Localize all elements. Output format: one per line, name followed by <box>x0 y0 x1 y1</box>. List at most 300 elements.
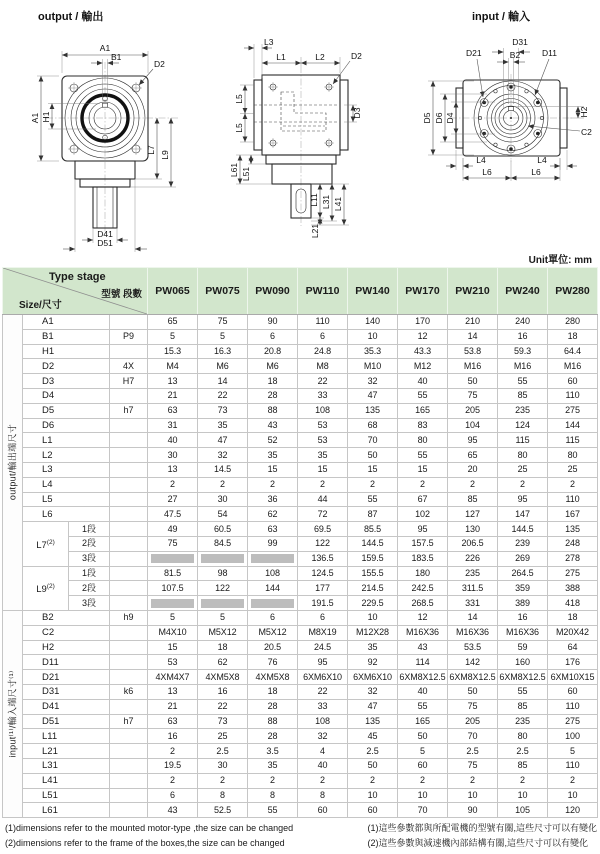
dim-value: 43.3 <box>398 344 448 359</box>
dim-value: 18 <box>548 610 598 625</box>
output-front-view-drawing <box>30 43 178 252</box>
dim-value: 55 <box>498 374 548 389</box>
dim-value: 53 <box>298 418 348 433</box>
dim-value: 4XM5X8 <box>248 670 298 685</box>
dim-value: 36 <box>248 492 298 507</box>
stage-label: 3段 <box>69 551 110 566</box>
dim-value: 53 <box>298 433 348 448</box>
dim-value: 5 <box>198 329 248 344</box>
dim-value: 14.5 <box>198 462 248 477</box>
dim-value: 62 <box>248 507 298 522</box>
dim-value: 2 <box>348 477 398 492</box>
dim-name: L3 <box>23 462 110 477</box>
unit-label: Unit單位: mm <box>528 255 592 266</box>
dim-name: H1 <box>23 344 110 359</box>
dim-value: 226 <box>448 551 498 566</box>
dim-value: 60 <box>398 758 448 773</box>
table-row <box>3 344 598 359</box>
tolerance-value <box>110 344 148 359</box>
dim-value: 15 <box>398 462 448 477</box>
tolerance-value <box>110 655 148 670</box>
dim-value: 2 <box>148 477 198 492</box>
footnote-en-2: (2)dimensions refer to the frame of the boxes,the size can be changed <box>5 838 285 848</box>
dim-value: 50 <box>448 374 498 389</box>
tolerance-value <box>110 758 148 773</box>
column-header-pw240: PW240 <box>498 268 548 315</box>
dim-name: L51 <box>23 788 110 803</box>
dim-value: 73 <box>198 714 248 729</box>
dim-value: 33 <box>298 388 348 403</box>
dim-label-b2: B2 <box>509 50 521 60</box>
tolerance-value <box>110 477 148 492</box>
dim-label-d5: D5 <box>422 112 432 124</box>
dim-value: 31 <box>148 418 198 433</box>
dim-label-h1: H1 <box>41 111 51 123</box>
dim-value: 2 <box>298 773 348 788</box>
tolerance-value: h9 <box>110 610 148 625</box>
dim-value: 95 <box>298 655 348 670</box>
dim-value: 10 <box>348 610 398 625</box>
dim-value: M8X19 <box>298 625 348 640</box>
dim-value: 21 <box>148 388 198 403</box>
dim-value: 180 <box>398 566 448 581</box>
dim-value: 28 <box>248 388 298 403</box>
dim-value: 59.3 <box>498 344 548 359</box>
dim-value: 160 <box>498 655 548 670</box>
dim-value: 177 <box>298 581 348 596</box>
dim-value: 110 <box>548 758 598 773</box>
dim-label-l21: L21 <box>310 223 320 239</box>
dim-value: 32 <box>298 729 348 744</box>
dim-value: 85 <box>498 758 548 773</box>
dim-label-l61: L61 <box>229 162 239 178</box>
dim-name: D6 <box>23 418 110 433</box>
dim-value: 55 <box>398 448 448 463</box>
dim-value: 6 <box>148 788 198 803</box>
dim-name: A1 <box>23 315 110 330</box>
dim-value: M5X12 <box>248 625 298 640</box>
dim-value: 6 <box>248 610 298 625</box>
dim-value: 60 <box>298 803 348 818</box>
table-row <box>3 625 598 640</box>
tolerance-value <box>110 507 148 522</box>
table-corner-cell <box>3 268 148 315</box>
tolerance-value <box>110 536 148 551</box>
stage-label: 2段 <box>69 581 110 596</box>
dim-value: 22 <box>198 388 248 403</box>
dimension-table <box>2 267 598 818</box>
dim-value: 6 <box>298 329 348 344</box>
dim-value: 15 <box>148 640 198 655</box>
dim-value: M20X42 <box>548 625 598 640</box>
dim-value: 95 <box>498 492 548 507</box>
tolerance-value <box>110 551 148 566</box>
dim-value: 278 <box>548 551 598 566</box>
dim-value: 19.5 <box>148 758 198 773</box>
dim-value: 55 <box>398 388 448 403</box>
dim-label-l7: L7 <box>146 145 156 155</box>
tolerance-value <box>110 492 148 507</box>
dim-value: 27 <box>148 492 198 507</box>
dim-value: 84.5 <box>198 536 248 551</box>
dim-value: 110 <box>548 492 598 507</box>
dim-value: 55 <box>248 803 298 818</box>
dim-value: 144 <box>548 418 598 433</box>
table-row <box>3 788 598 803</box>
dim-value: 90 <box>448 803 498 818</box>
dim-value: 144.5 <box>498 522 548 537</box>
dim-value: 20 <box>448 462 498 477</box>
dim-value: 4 <box>298 744 348 759</box>
dim-value: M16 <box>448 359 498 374</box>
dim-value: 80 <box>548 448 598 463</box>
dim-value: 110 <box>548 388 598 403</box>
dim-value: 80 <box>398 433 448 448</box>
table-row <box>3 729 598 744</box>
table-row <box>3 492 598 507</box>
table-header-row <box>3 268 598 315</box>
dim-value: 55 <box>498 684 548 699</box>
type-stage-label-cn: 型號 段數 <box>101 289 142 300</box>
dim-value: 40 <box>398 374 448 389</box>
dim-value: 275 <box>548 714 598 729</box>
dim-value: 35 <box>248 758 298 773</box>
dim-value: 10 <box>548 788 598 803</box>
dim-value: 35.3 <box>348 344 398 359</box>
dim-value: 67 <box>398 492 448 507</box>
dim-value: 191.5 <box>298 596 348 611</box>
tolerance-value <box>110 388 148 403</box>
dim-value: 32 <box>198 448 248 463</box>
dim-value: 90 <box>248 315 298 330</box>
dim-value: 3.5 <box>248 744 298 759</box>
dim-value: 108 <box>248 566 298 581</box>
table-row <box>3 551 598 566</box>
dim-value: M16X36 <box>398 625 448 640</box>
dim-value: 47 <box>348 388 398 403</box>
dim-value: 6XM8X12.5 <box>448 670 498 685</box>
column-header-pw075: PW075 <box>198 268 248 315</box>
dim-value: M16X36 <box>498 625 548 640</box>
dim-label-l5b: L5 <box>234 123 244 133</box>
dim-value: 21 <box>148 699 198 714</box>
dim-value: 70 <box>398 803 448 818</box>
dim-value: 122 <box>198 581 248 596</box>
dim-value: 165 <box>398 403 448 418</box>
footnote-en-1: (1)dimensions refer to the mounted motor-type ,the size can be changed <box>5 823 294 833</box>
dim-label-d21: D21 <box>466 48 482 58</box>
dim-label-l9: L9 <box>160 150 170 160</box>
dim-value: 2 <box>448 477 498 492</box>
dim-value: 16 <box>148 729 198 744</box>
dim-value: 25 <box>548 462 598 477</box>
dim-value: 70 <box>348 433 398 448</box>
table-row <box>3 773 598 788</box>
dim-value: 147 <box>498 507 548 522</box>
dim-value: 183.5 <box>398 551 448 566</box>
dim-value: 32 <box>348 374 398 389</box>
dim-value: 102 <box>398 507 448 522</box>
dim-value: 275 <box>548 403 598 418</box>
dim-name: D2 <box>23 359 110 374</box>
dim-value: M6 <box>248 359 298 374</box>
dim-value: M12 <box>398 359 448 374</box>
dim-value: 210 <box>448 315 498 330</box>
dim-value: 22 <box>298 684 348 699</box>
input-view-drawing <box>422 37 592 181</box>
dim-value: M10 <box>348 359 398 374</box>
table-row <box>3 714 598 729</box>
dim-value: 43 <box>248 418 298 433</box>
dim-value: 24.5 <box>298 640 348 655</box>
dim-value: 18 <box>248 684 298 699</box>
dim-value: 331 <box>448 596 498 611</box>
dim-value: 40 <box>148 433 198 448</box>
dim-value: 8 <box>198 788 248 803</box>
dim-value: 5 <box>148 610 198 625</box>
dim-value: 8 <box>248 788 298 803</box>
table-row <box>3 803 598 818</box>
dim-value: 155.5 <box>348 566 398 581</box>
dim-value: 6XM6X10 <box>348 670 398 685</box>
dim-value: 20.8 <box>248 344 298 359</box>
dim-value: 6XM10X15 <box>548 670 598 685</box>
column-header-pw090: PW090 <box>248 268 298 315</box>
dim-value: 15 <box>348 462 398 477</box>
table-row <box>3 403 598 418</box>
dim-label-d3: D3 <box>352 107 362 119</box>
not-available-cell <box>151 554 194 563</box>
dim-value: 80 <box>498 448 548 463</box>
dim-value: 47.5 <box>148 507 198 522</box>
dim-value: 176 <box>548 655 598 670</box>
dim-value: 47 <box>348 699 398 714</box>
dim-label-l4b: L4 <box>537 155 547 165</box>
table-row <box>3 329 598 344</box>
tolerance-value <box>110 433 148 448</box>
dim-value: 43 <box>148 803 198 818</box>
dim-value: 64.4 <box>548 344 598 359</box>
not-available-cell <box>251 554 294 563</box>
dim-value: 6XM8X12.5 <box>498 670 548 685</box>
dim-value: 62 <box>198 655 248 670</box>
dim-value: 2 <box>548 773 598 788</box>
dim-value <box>198 551 248 566</box>
footnote-cn-1: (1)這些參數都與所配電機的型號有關,這些尺寸可以有變化 <box>367 823 597 833</box>
dim-value: 53.5 <box>448 640 498 655</box>
dim-value: 99 <box>248 536 298 551</box>
dim-value: 205 <box>448 403 498 418</box>
dim-label-l3: L3 <box>264 37 274 47</box>
tolerance-value <box>110 744 148 759</box>
dim-label-l11: L11 <box>309 193 319 207</box>
dim-value: 268.5 <box>398 596 448 611</box>
dim-value: 70 <box>448 729 498 744</box>
dim-name: D31 <box>23 684 110 699</box>
dim-value: 14 <box>448 329 498 344</box>
dim-name: D41 <box>23 699 110 714</box>
dim-value <box>198 596 248 611</box>
tolerance-value <box>110 803 148 818</box>
dim-value: 418 <box>548 596 598 611</box>
dim-value: 35 <box>198 418 248 433</box>
dim-value: 13 <box>148 462 198 477</box>
table-row <box>3 507 598 522</box>
table-row <box>3 640 598 655</box>
tolerance-value <box>110 315 148 330</box>
dim-value: 242.5 <box>398 581 448 596</box>
dim-value: 10 <box>398 788 448 803</box>
size-label: Size/尺寸 <box>19 300 62 311</box>
dim-value: 95 <box>448 433 498 448</box>
dim-value <box>248 596 298 611</box>
dim-label-b1: B1 <box>111 52 122 62</box>
dim-label-l41: L41 <box>333 196 343 212</box>
table-row <box>3 758 598 773</box>
dim-value: 20.5 <box>248 640 298 655</box>
dim-value: 235 <box>498 714 548 729</box>
dim-value: M16 <box>498 359 548 374</box>
dim-value: 33 <box>298 699 348 714</box>
dim-value: 2 <box>298 477 348 492</box>
dim-value: 359 <box>498 581 548 596</box>
table-row <box>3 433 598 448</box>
dim-value: M6 <box>198 359 248 374</box>
dim-value: 248 <box>548 536 598 551</box>
dim-value: M16 <box>548 359 598 374</box>
dim-value: 120 <box>548 803 598 818</box>
tolerance-value <box>110 566 148 581</box>
dim-value: 60.5 <box>198 522 248 537</box>
dim-value: 144 <box>248 581 298 596</box>
dim-value: 5 <box>548 744 598 759</box>
stage-label: 1段 <box>69 566 110 581</box>
dim-value: 14 <box>198 374 248 389</box>
dim-value: 85.5 <box>348 522 398 537</box>
dim-value: 44 <box>298 492 348 507</box>
dim-value: 235 <box>498 403 548 418</box>
dim-name: C2 <box>23 625 110 640</box>
column-header-pw140: PW140 <box>348 268 398 315</box>
dim-label-l4a: L4 <box>476 155 486 165</box>
dim-value: 6 <box>248 329 298 344</box>
dim-value: 18 <box>248 374 298 389</box>
dim-value: 75 <box>448 699 498 714</box>
dim-label-h2: H2 <box>579 106 589 118</box>
tolerance-value: P9 <box>110 329 148 344</box>
dim-value: 16.3 <box>198 344 248 359</box>
dim-name: L31 <box>23 758 110 773</box>
dim-value: 214.5 <box>348 581 398 596</box>
dim-value: 55 <box>398 699 448 714</box>
table-row <box>3 610 598 625</box>
dim-value: 10 <box>348 788 398 803</box>
dim-label-d4: D4 <box>445 112 455 124</box>
dim-value: 122 <box>298 536 348 551</box>
dim-value: 124 <box>498 418 548 433</box>
dim-value: 10 <box>448 788 498 803</box>
dim-value: 2 <box>248 773 298 788</box>
dim-value: 16 <box>498 329 548 344</box>
dim-name: L6 <box>23 507 110 522</box>
dim-value: 5 <box>398 744 448 759</box>
table-row <box>3 670 598 685</box>
dim-name: B1 <box>23 329 110 344</box>
dim-value: 2 <box>248 477 298 492</box>
dim-value: M4 <box>148 359 198 374</box>
column-header-pw210: PW210 <box>448 268 498 315</box>
dim-value: 15 <box>248 462 298 477</box>
dim-value: 52.5 <box>198 803 248 818</box>
group-label-input: input⁽¹⁾/輸入端尺寸⁽¹⁾ <box>3 610 23 817</box>
dim-value: 165 <box>398 714 448 729</box>
stage-label: 1段 <box>69 522 110 537</box>
dim-value: 30 <box>198 492 248 507</box>
dim-value: 45 <box>348 729 398 744</box>
dim-value: 28 <box>248 699 298 714</box>
dim-value: 85 <box>498 699 548 714</box>
dim-name: L61 <box>23 803 110 818</box>
dim-value: 136.5 <box>298 551 348 566</box>
dim-name: B2 <box>23 610 110 625</box>
dim-value: 157.5 <box>398 536 448 551</box>
dim-value: 87 <box>348 507 398 522</box>
dim-value: 205 <box>448 714 498 729</box>
footnotes <box>5 821 597 851</box>
table-row <box>3 359 598 374</box>
dim-value: 135 <box>348 714 398 729</box>
not-available-cell <box>251 599 294 608</box>
dim-value: 69.5 <box>298 522 348 537</box>
dim-value: 389 <box>498 596 548 611</box>
tolerance-value <box>110 788 148 803</box>
dim-value: 2 <box>148 773 198 788</box>
dim-value: 12 <box>398 329 448 344</box>
dim-value: 13 <box>148 374 198 389</box>
dim-value: 55 <box>348 492 398 507</box>
dim-value: 275 <box>548 566 598 581</box>
dim-value: 10 <box>498 788 548 803</box>
dim-value: 35 <box>348 640 398 655</box>
table-body <box>3 315 598 818</box>
dim-value: 25 <box>498 462 548 477</box>
dim-value: 22 <box>298 374 348 389</box>
tolerance-value <box>110 462 148 477</box>
dim-value: 6XM8X12.5 <box>398 670 448 685</box>
dim-label-a1-top: A1 <box>99 43 111 53</box>
dim-name: L21 <box>23 744 110 759</box>
dim-value <box>148 596 198 611</box>
dim-value: 206.5 <box>448 536 498 551</box>
dim-name: L2 <box>23 448 110 463</box>
type-stage-label: Type stage <box>49 271 106 283</box>
dim-value: 85 <box>498 388 548 403</box>
dim-value: 52 <box>248 433 298 448</box>
dim-value: 115 <box>548 433 598 448</box>
dim-value: 10 <box>348 329 398 344</box>
dim-value: 60 <box>348 803 398 818</box>
dim-value: 63 <box>148 403 198 418</box>
dim-name: L4 <box>23 477 110 492</box>
tolerance-value <box>110 640 148 655</box>
dim-value: M8 <box>298 359 348 374</box>
table-row <box>3 655 598 670</box>
not-available-cell <box>201 599 244 608</box>
dim-label-d51: D51 <box>97 238 113 248</box>
table-row <box>3 744 598 759</box>
dim-value: 280 <box>548 315 598 330</box>
dim-value: 53 <box>148 655 198 670</box>
